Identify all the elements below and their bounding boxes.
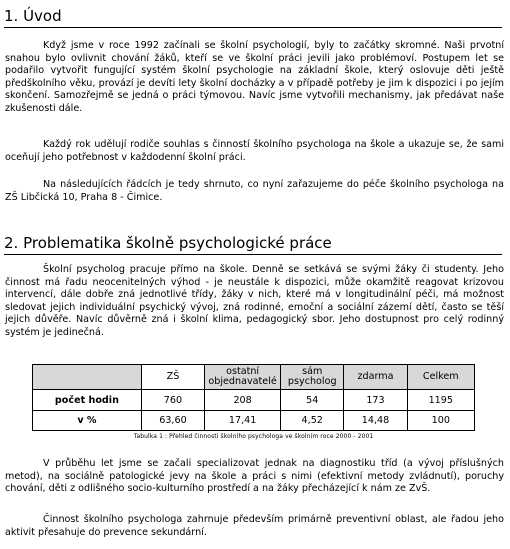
section-heading-problematika: 2. Problematika školně psychologické práce [4, 233, 502, 255]
table-column-header: Celkem [407, 365, 474, 390]
table-row-label: počet hodin [33, 390, 142, 411]
paragraph: Činnost školního psychologa zahrnuje především primárně preventivní oblast, ale řadou jeho aktivit přesahuje do prevence sekundární. [5, 514, 504, 538]
table-column-header: ostatní objednavatelé [205, 365, 281, 390]
table-cell: 173 [344, 390, 407, 411]
table-corner-cell [33, 365, 142, 390]
paragraph: Školní psycholog pracuje přímo na škole. Denně se setkává se svými žáky či studenty. Jeho činnost má řadu neocenitelných výhod - je neustále k dispozici, může okamžitě reagovat krizovou intervencí, dále dobře zná jednotlivé třídy, žáky v nich, které má v longitudinální péči, má možnost sledovat jejich individuální psychický vývoj, zná rodinné, emoční a sociální zázemí dětí, často se těší jejich důvěře. Navíc důvěrně zná i školní klima, pedagogický sbor. Jeho dostupnost pro celý rodinný systém je jedinečná. [5, 264, 504, 338]
table-cell: 100 [407, 411, 474, 431]
table-column-header: zdarma [344, 365, 407, 390]
paragraph: Když jsme v roce 1992 začínali se školní psychologií, byly to začátky skromné. Naši prvotní snahou bylo ovlivnit chování žáků, kteří se ve školní práci jevili jako problémoví. Postupem let se podařilo vytvořit fungující systém školní psychologie na základní škole, který oslovuje děti ještě předškolního věku, provází je devíti lety školní docházky a v případě potřeby je jim k dispozici i po jejím skončení. Samozřejmě se jedná o práci týmovou. Navíc jsme vytvořili mechanismy, jak předávat naše zkušenosti dále. [5, 40, 504, 114]
paragraph: V průběhu let jsme se začali specializovat jednak na diagnostiku tříd (a vývoj příslušných metod), na sociálně patologické jevy na škole a práci s nimi (efektivní metody zvládnutí), poruchy chování, děti z odlišného socio-kulturního prostředí a na žáky přecházející k nám ze ZvŠ. [5, 458, 504, 495]
table-cell: 63,60 [141, 411, 204, 431]
table-cell: 54 [281, 390, 344, 411]
table-cell: 208 [205, 390, 281, 411]
section-heading-uvod: 1. Úvod [4, 6, 502, 28]
table-cell: 760 [141, 390, 204, 411]
paragraph: Každý rok udělují rodiče souhlas s činností školního psychologa na škole a ukazuje se, že sami oceňují jeho potřebnost v každodenní školní práci. [5, 139, 504, 163]
table-row [33, 411, 475, 431]
paragraph: Na následujících řádcích je tedy shrnuto, co nyní zařazujeme do péče školního psychologa na ZŠ Libčická 10, Praha 8 - Čimice. [5, 179, 504, 203]
table-row-label: v % [33, 411, 142, 431]
table-column-header: sám psycholog [281, 365, 344, 390]
table-cell: 4,52 [281, 411, 344, 431]
table-cell: 17,41 [205, 411, 281, 431]
table-row [33, 390, 475, 411]
table-cell: 1195 [407, 390, 474, 411]
table-cell: 14,48 [344, 411, 407, 431]
statistics-table [32, 364, 475, 431]
table-column-header: ZŠ [141, 365, 204, 390]
table-caption: Tabulka 1 : Přehled činnosti školního psychologa ve školním roce 2000 - 2001 [133, 433, 374, 440]
table-header-row [33, 365, 475, 390]
